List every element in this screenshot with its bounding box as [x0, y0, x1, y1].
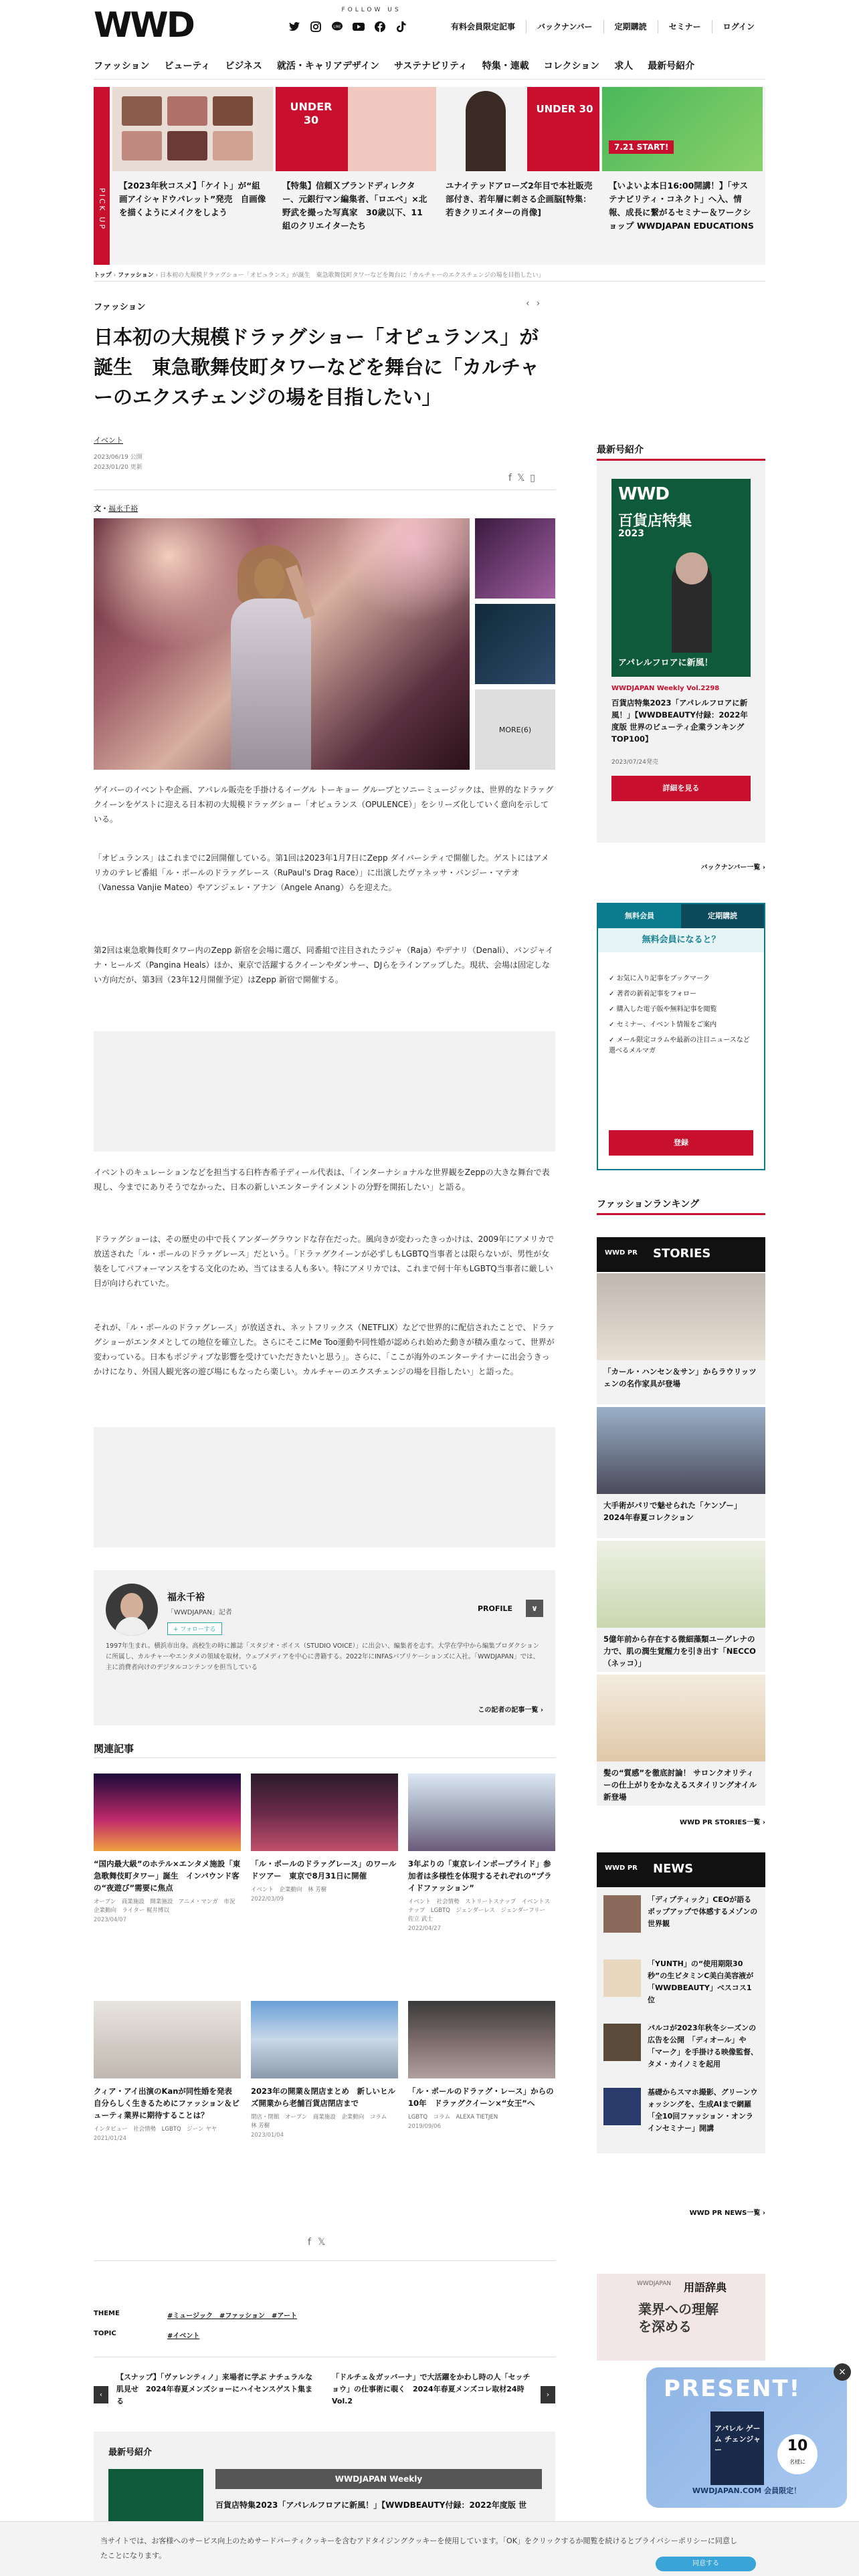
news-image — [603, 2088, 641, 2125]
related-tags: イベント 社会情勢 ストリートスナップ イベントスナップ LGBTQ ジェンダーレス ジェンダーフリー 佐立 武士 — [408, 1899, 551, 1923]
follow-us-label: FOLLOW US — [341, 7, 401, 13]
nav-divider — [94, 79, 765, 80]
related-title: 3年ぶりの「東京レインボープライド」参加者は多様性を体現するそれぞれの“プライドファッション” — [408, 1859, 552, 1893]
pickup-image — [439, 87, 599, 171]
story-card[interactable] — [597, 1273, 765, 1404]
under30-badge: UNDER 30 — [536, 103, 593, 115]
social-links — [288, 20, 408, 33]
issue-description: 百貨店特集2023「アパレルフロアに新風！」【WWDBEAUTY付録：2022年度版 世界のビューティ企業ランキングTOP100】 — [611, 698, 748, 744]
present-title: PRESENT! — [664, 2375, 801, 2402]
share-buttons — [508, 473, 541, 484]
tiktok-icon[interactable] — [395, 20, 408, 33]
cover-title: 百貨店特集 — [618, 513, 692, 530]
check-icon: ✓ — [609, 1006, 617, 1013]
nav-features[interactable]: 特集・連載 — [482, 61, 529, 72]
related-image — [251, 2001, 398, 2078]
check-icon: ✓ — [609, 1037, 617, 1044]
stories-list-link[interactable]: WWD PR STORIES一覧 › — [680, 1819, 765, 1826]
pickup-item[interactable] — [602, 87, 763, 265]
benefit-item: ✓ 購入した電子版や無料記事を閲覧 — [609, 1006, 717, 1013]
published-date: 2023/06/19 公開 — [94, 454, 142, 461]
nav-sustainability[interactable]: サステナビリティ — [393, 61, 468, 72]
story-image — [597, 1407, 765, 1494]
chevron-down-icon: ∨ — [526, 1600, 543, 1617]
thumbnail[interactable] — [475, 518, 555, 599]
weekly-label: WWDJAPAN Weekly — [215, 2469, 542, 2489]
present-badge: 10 名様に — [777, 2434, 818, 2474]
wwd-pr-label: WWD PR — [605, 1249, 638, 1257]
news-title: 「ディプティック」CEOが語るポップアップで体感するメゾンの世界観 — [648, 1895, 758, 1928]
story-title: 大手術がパリで魅せられた「ケンゾー」2024年春夏コレクション — [603, 1501, 742, 1522]
breadcrumb-divider — [94, 281, 765, 282]
theme-label: THEME — [94, 2310, 120, 2317]
related-image — [251, 1774, 398, 1851]
pickup-title: 【いよいよ本日16:00開講！】「サステナビリティ・コネクト」へ入、情報、成長に繋がるセミナー＆ワークショップ WWDJAPAN EDUCATIONS — [609, 181, 754, 231]
related-date: 2022/04/27 — [408, 1925, 441, 1932]
related-title: “国内最大級”のホテル×エンタメ施設「東急歌舞伎町タワー」誕生 インバウンド客の“夜遊び”需要に焦点 — [94, 1859, 241, 1893]
follow-author-button[interactable]: + フォローする — [167, 1622, 222, 1635]
present-popup[interactable] — [646, 2367, 847, 2508]
twitter-icon[interactable]: 𝕏 — [317, 2237, 332, 2248]
under30-badge: UNDER 30 — [290, 100, 332, 126]
breadcrumb-home[interactable]: トップ — [94, 272, 112, 279]
pickup-title: 【2023年秋コスメ】「ケイト」が“組画アイシャドウパレット”発売 自画像を描くようにメイクをしよう — [119, 181, 266, 217]
fashion-ranking-heading: ファッションランキング — [597, 1197, 765, 1215]
article-paragraph: 「オピュランス」はこれまでに2回開催している。第1回は2023年1月7日にZepp ダイバーシティで開催した。ゲストにはアメリカのテレビ番組「ル・ポールのドラァグレース（RuPaul's Drag Race）」に出演したヴァネッサ・バンジー・マテオ（Vanessa Vanjie Mateo）やアンジェレ・アナン（Angele Anang）らを迎えた。 — [94, 853, 549, 892]
pickup-title: ユナイテッドアローズ2年目で本社販売部付き、若年層に刺さる企画脳[特集：若きクリエイターの肖像] — [446, 181, 593, 217]
article-dates — [94, 453, 142, 473]
twitter-icon[interactable] — [288, 20, 301, 33]
backnumber-list-link[interactable]: バックナンバー一覧 › — [700, 864, 765, 871]
pickup-item[interactable] — [112, 87, 273, 265]
backnumber-link[interactable]: バックナンバー — [526, 20, 603, 33]
related-article[interactable] — [94, 2001, 241, 2142]
facebook-icon[interactable] — [373, 20, 387, 33]
ad-slot — [94, 1031, 555, 1152]
cover-year: 2023 — [618, 528, 644, 539]
breadcrumb-category[interactable]: ファッション — [118, 272, 154, 279]
related-article[interactable] — [408, 1774, 555, 1932]
article-paragraph: ドラァグショーは、その歴史の中で長くアンダーグラウンドな存在だった。風向きが変わったきっかけは、2009年にアメリカで放送された「ル・ポールのドラァグレース」だという。「ドラァグクイーンが必ずしもLGBTQ当事者とは限らないが、男性が女装をしてパフォーマンスをする文化のため、当てはまる人も多い。特にアメリカでは、これまで何十年もLGBTQ当事者に厳しい目が向けられていた。 — [94, 1235, 555, 1288]
news-image — [603, 2024, 641, 2061]
sidebar-latest-heading: 最新号紹介 — [597, 443, 765, 461]
issue-label: WWDJAPAN Weekly Vol.2298 — [611, 685, 720, 692]
tab-free-member[interactable]: 無料会員 — [598, 904, 681, 928]
related-tags: イベント 企業動向 林 芳樹 — [251, 1887, 327, 1893]
site-header — [94, 0, 765, 53]
story-image — [597, 1675, 765, 1761]
cover-sub: アパレルフロアに新風！ — [618, 658, 713, 668]
article-paragraph: 第2回は東急歌舞伎町タワー内のZepp 新宿を会場に選び、同番組で注目されたラジャ（Raja）やデナリ（Denali）、パンジャイナ・ヒールズ（Pangina Heals）ほか、東京で活躍するクイーンやダンサー、DJらをラインアップした。現状、会場は固定しない方向だが、第3回（23年12月開催予定）はZepp 新宿で開催する。 — [94, 946, 554, 984]
updated-date: 2023/01/20 更新 — [94, 464, 142, 471]
related-title: 2023年の開業＆閉店まとめ 新しいヒルズ開業から老舗百貨店閉店まで — [251, 2086, 396, 2108]
benefit-item: ✓ 著者の新着記事をフォロー — [609, 990, 697, 998]
story-title: 5億年前から存在する微細藻類ユーグレナの力で、肌の潤生覚醒力を引き出す「NECCO（ネッコ）」 — [603, 1634, 756, 1668]
prev-article-link[interactable]: 【スナップ】「ヴァレンティノ」来場者に学ぶ ナチュラルな肌見せ 2024年春夏メンズショーにハイセンスゲスト集まる — [116, 2373, 313, 2405]
related-tags: オープン 商業施設 開業施設 アニメ・マンガ 市況 企業動向 ライター 梶井博以 — [94, 1899, 241, 1914]
article-title: 日本初の大規模ドラァグショー「オピュランス」が誕生 東急歌舞伎町タワーなどを舞台に「カルチャーのエクスチェンジの場を目指したい」 — [94, 326, 540, 409]
prev-article-arrow-icon[interactable]: ‹ — [94, 2386, 108, 2403]
article-tag[interactable]: イベント — [94, 436, 123, 445]
youtube-icon[interactable] — [352, 20, 365, 33]
nav-collection[interactable]: コレクション — [543, 61, 600, 72]
news-item[interactable] — [597, 2080, 765, 2153]
thumbnail[interactable] — [475, 604, 555, 684]
related-image — [94, 1774, 241, 1851]
present-sub: アパレル ゲーム チェンジャー — [714, 2424, 761, 2454]
membership-tabs — [598, 904, 764, 928]
dictionary-banner[interactable] — [597, 2274, 765, 2361]
membership-box — [597, 903, 765, 1170]
related-date: 2021/01/24 — [94, 2135, 126, 2142]
next-article-link[interactable]: 「ドルチェ＆ガッバーナ」で大活躍をかわし時の人「セッチョウ」の仕事術に覗く 2024年春夏メンズコレ取材24時Vol.2 — [332, 2373, 531, 2405]
news-title: パルコが2023年秋冬シーズンの広告を公開 「ディオール」や「マーク」を手掛ける映像監督、タメ・カイノミを起用 — [648, 2024, 758, 2068]
topic-tag[interactable]: #イベント — [167, 2333, 200, 2340]
related-tags: 閉店・閉館 オープン 商業施設 企業動向 コラム 林 芳樹 — [251, 2114, 393, 2129]
divider — [94, 1757, 555, 1758]
story-image — [597, 1273, 765, 1360]
issue-date: 2023/07/24発売 — [611, 759, 658, 766]
theme-row — [94, 2310, 298, 2320]
author-org: 「WWDJAPAN」記者 — [167, 1609, 232, 1616]
article-paragraph: イベントのキュレーションなどを担当する臼杵杏希子ディール代表は、「インターナショナルな世界観をZeppの大きな舞台で表現し、今までにありそうでなかった、日本の新しいエンターテインメントの分野を開拓したい」と語る。 — [94, 1168, 550, 1192]
start-badge: 7.21 START! — [609, 140, 674, 154]
related-image — [408, 2001, 555, 2078]
main-nav — [94, 59, 694, 72]
latest-issue-bottom-text[interactable]: 百貨店特集2023「アパレルフロアに新風！」【WWDBEAUTY付録：2022年度版 世 — [215, 2500, 527, 2510]
pickup-title: 【特集】信頼Ｘブランドディレクター、元銀行マン編集者、「ロエベ」×北野武を撮った写真家 30歳以下、11組のクリエイターたち — [282, 181, 427, 231]
related-article[interactable] — [408, 2001, 555, 2130]
login-link[interactable]: ログイン — [712, 20, 765, 33]
benefit-item: ✓ メール限定コラムや最新の注目ニュースなど選べるメルマガ — [609, 1037, 750, 1055]
dictionary-text: 業界への理解を深める — [638, 2301, 719, 2335]
story-card[interactable] — [597, 1541, 765, 1672]
nav-latest-issue[interactable]: 最新号紹介 — [648, 61, 695, 72]
related-date: 2023/01/04 — [251, 2132, 284, 2139]
related-article[interactable] — [251, 2001, 398, 2139]
profile-label: PROFILE — [477, 1604, 512, 1613]
nav-career[interactable]: 就活・キャリアデザイン — [276, 61, 379, 72]
theme-tag[interactable]: #アート — [271, 2313, 298, 2320]
facebook-icon[interactable]: f — [508, 473, 517, 484]
pickup-item[interactable] — [439, 87, 599, 265]
news-heading: NEWS — [653, 1862, 694, 1876]
breadcrumb: トップ › ファッション › 日本初の大規模ドラァグショー「オピュランス」が誕生 東急歌舞伎町タワーなどを舞台に「カルチャーのエクスチェンジの場を目指したい」 — [94, 272, 545, 279]
related-image — [94, 2001, 241, 2078]
related-heading: 関連記事 — [94, 1743, 134, 1755]
close-icon[interactable]: × — [834, 2363, 851, 2381]
dictionary-sub: WWDJAPAN — [637, 2280, 672, 2287]
related-title: クィア・アイ出演のKanが同性婚を発表 自分らしく生きるためにファッション＆ビューティ業界に期待することは？ — [94, 2086, 240, 2120]
theme-tags — [167, 2310, 297, 2320]
related-article[interactable] — [251, 1774, 398, 1903]
news-image — [603, 1895, 641, 1933]
related-tags: LGBTQ コラム ALEXA TIETJEN — [408, 2114, 498, 2121]
byline-prefix: 文・ — [94, 504, 108, 513]
divider — [94, 2260, 555, 2261]
instagram-icon[interactable] — [309, 20, 322, 33]
topic-tags — [167, 2330, 199, 2340]
related-date: 2022/03/09 — [251, 1896, 284, 1903]
related-title: 「ル・ポールのドラァグレース」のワールドツアー 東京で8月31日に開催 — [251, 1859, 397, 1881]
premium-articles-link[interactable]: 有料会員限定記事 — [450, 22, 515, 31]
more-photos-button[interactable]: MORE(6) — [475, 689, 555, 770]
dictionary-title: 用語辞典 — [684, 2281, 727, 2294]
next-article-arrow-icon[interactable]: › — [541, 2386, 555, 2403]
profile-toggle[interactable] — [478, 1600, 543, 1617]
topic-label: TOPIC — [94, 2330, 116, 2337]
news-header — [597, 1852, 765, 1887]
latest-issue-bottom-heading: 最新号紹介 — [108, 2448, 153, 2458]
avatar[interactable] — [106, 1584, 158, 1636]
check-icon: ✓ — [609, 1021, 617, 1029]
details-button[interactable]: 詳細を見る — [611, 776, 751, 801]
benefit-item: ✓ セミナー、イベント情報をご案内 — [609, 1021, 717, 1029]
story-title: 「カール・ハンセン＆サン」からラウリッツェンの名作家具が登場 — [603, 1367, 757, 1388]
subscription-link[interactable]: 定期購読 — [603, 20, 658, 33]
main-photo-drag-performer[interactable] — [94, 518, 470, 770]
news-item[interactable] — [597, 2016, 765, 2080]
pickup-image — [112, 87, 273, 171]
article-pager — [94, 2366, 555, 2420]
related-tags: インタビュー 社会情勢 LGBTQ ジーン ヤヤ — [94, 2126, 217, 2133]
related-date: 2019/09/06 — [408, 2123, 441, 2130]
wwd-pr-label: WWD PR — [605, 1864, 638, 1872]
news-title: 「YUNTH」の“使用期限30秒”の生ビタミンC美白美容液が「WWDBEAUTY」ベスコス1位 — [648, 1959, 754, 2004]
benefit-item: ✓ お気に入り記事をブックマーク — [609, 975, 710, 982]
article-paragraph: ゲイバーのイベントや企画、アパレル販売を手掛けるイーグル トーキョー グループとソニーミュージックは、世界的なドラァグクイーンをゲストに迎える日本初の大規模ドラァグショー「オピュランス（OPULENCE）」をシリーズ化していく意向を示している。 — [94, 785, 554, 824]
cover-logo: WWD — [618, 484, 669, 504]
photo-thumbnails — [475, 518, 555, 689]
benefits-list — [609, 971, 756, 1057]
facebook-icon[interactable]: f — [308, 2237, 318, 2248]
news-item[interactable] — [597, 1887, 765, 1951]
pickup-label: PICK UP — [94, 87, 110, 265]
related-date: 2023/04/07 — [94, 1917, 126, 1923]
theme-tag[interactable]: #ミュージック — [167, 2313, 213, 2320]
author-name[interactable]: 福永千裕 — [167, 1592, 205, 1603]
bookmark-icon[interactable]: ▯ — [530, 473, 541, 484]
check-icon: ✓ — [609, 975, 617, 982]
theme-tag[interactable]: #ファッション — [219, 2313, 265, 2320]
article-category[interactable]: ファッション — [94, 302, 146, 312]
cookie-ok-button[interactable]: 同意する — [656, 2557, 756, 2571]
present-site: WWDJAPAN.COM 会員限定！ — [692, 2486, 801, 2495]
author-articles-link[interactable]: この記者の記事一覧 › — [478, 1707, 543, 1714]
breadcrumb-current: 日本初の大規模ドラァグショー「オピュランス」が誕生 東急歌舞伎町タワーなどを舞台に「カルチャーのエクスチェンジの場を目指したい」 — [160, 272, 545, 279]
tab-subscription[interactable]: 定期購読 — [681, 904, 764, 928]
story-image — [597, 1541, 765, 1628]
nav-jobs[interactable]: 求人 — [614, 61, 634, 72]
author-bio: 1997年生まれ。横浜市出身。高校生の時に雑誌「スタジオ・ボイス（STUDIO VOICE）」に出会い、編集者を志す。大学在学中から編集プロダクションに所属し、カルチャーやエンタメの領域を取材。ウェブメディアを中心に書籍する。2022年にINFASパブリケーションズに入社。「WWDJAPAN」では、主に消費者向けのデジタルコンテンツを担当している — [106, 1642, 540, 1671]
membership-heading: 無料会員になると？ — [598, 928, 764, 952]
pickup-image — [276, 87, 436, 171]
seminar-link[interactable]: セミナー — [658, 20, 712, 33]
related-title: 「ル・ポールのドラァグ・レース」からの10年 ドラァグクイーン×“女王”へ — [408, 2086, 554, 2108]
related-image — [408, 1774, 555, 1851]
nav-beauty[interactable]: ビューティ — [164, 61, 211, 72]
byline-author[interactable]: 福永千裕 — [108, 504, 138, 513]
news-item[interactable] — [597, 1951, 765, 2016]
register-button[interactable]: 登録 — [609, 1130, 753, 1156]
article-nav-arrows — [526, 298, 547, 309]
story-title: 髪の“質感”を徹底討論！ サロンクオリティーの仕上がりをかなえるスタイリングオイル新登場 — [603, 1768, 757, 1802]
sidebar-latest-issue — [597, 461, 765, 843]
cookie-text: 当サイトでは、お客様へのサービス向上のためサードパーティクッキーを含むアドタイジングクッキーを使用しています。「OK」をクリックするか閲覧を続けるとプライバシーポリシーに同意したことになります。 — [100, 2537, 737, 2560]
ad-slot — [94, 1427, 555, 1547]
stories-heading: STORIES — [653, 1247, 711, 1261]
pickup-carousel — [94, 87, 765, 265]
article-paragraph: それが、「ル・ポールのドラァグレース」が放送され、ネットフリックス（NETFLIX）などで世界的に配信されたことで、ドラァグショーがエンタメとしての地位を確立した。さらにそこにMe Too運動や同性婚が認められ始めた動きが積み重なって、世界が変わっている。日本もポジティブな影響を受けていただきたいと思う」。さらに、「ここが海外のエンターテイナーに出会うきっかけになり、外国人観光客の遊び場にもなったら楽しい。カルチャーのエクスチェンジの場を目指したい」と語った。 — [94, 1323, 555, 1376]
chevron-right-icon[interactable]: › — [536, 298, 547, 309]
author-card — [94, 1570, 555, 1725]
magazine-cover[interactable] — [611, 479, 751, 677]
news-list-link[interactable]: WWD PR NEWS一覧 › — [689, 2210, 765, 2217]
chevron-left-icon[interactable]: ‹ — [526, 298, 537, 309]
nav-business[interactable]: ビジネス — [225, 61, 262, 72]
related-article[interactable] — [94, 1774, 241, 1923]
svg-text:LINE: LINE — [333, 25, 341, 29]
pickup-image — [602, 87, 763, 171]
nav-fashion[interactable]: ファッション — [94, 61, 150, 72]
top-utility-nav — [440, 20, 765, 33]
story-card[interactable] — [597, 1407, 765, 1538]
share-buttons-bottom — [308, 2237, 332, 2248]
news-image — [603, 1959, 641, 1997]
cookie-banner — [0, 2521, 859, 2576]
stories-header — [597, 1237, 765, 1272]
check-icon: ✓ — [609, 990, 617, 998]
line-icon[interactable] — [330, 20, 344, 33]
byline — [94, 503, 138, 514]
pickup-item[interactable] — [276, 87, 436, 265]
story-card[interactable] — [597, 1675, 765, 1806]
wwd-logo[interactable]: WWD — [94, 5, 193, 45]
news-title: 基礎からスマホ撮影、グリーンウォッシングを、生成AIまで網羅「全10回ファッション・オンラインセミナー」開講 — [648, 2088, 758, 2133]
twitter-icon[interactable]: 𝕏 — [516, 473, 531, 484]
topic-row — [94, 2330, 200, 2340]
